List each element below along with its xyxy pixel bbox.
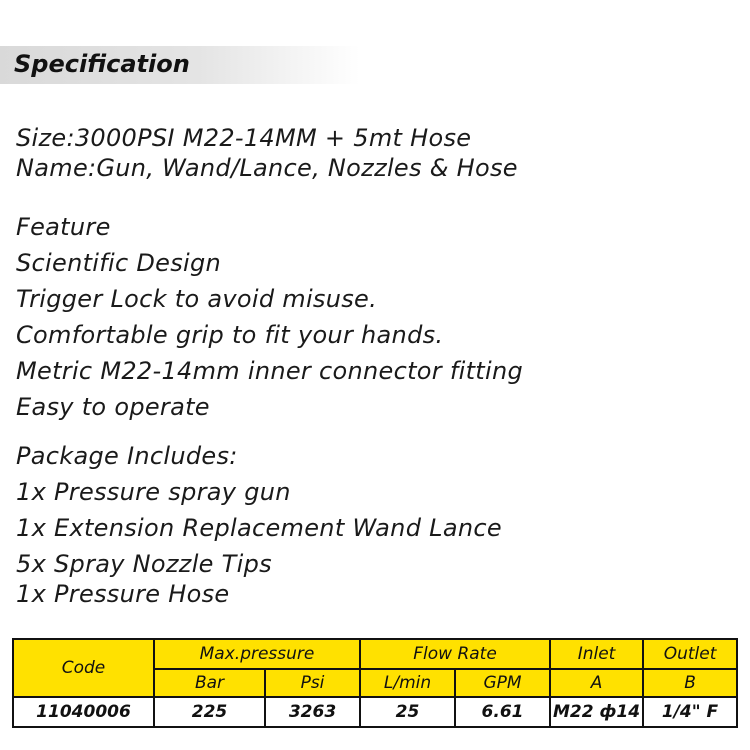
header-outlet: Outlet <box>643 639 737 669</box>
package-item: 1x Extension Replacement Wand Lance <box>16 514 502 542</box>
subheader-inlet: A <box>550 669 643 697</box>
cell-outlet: 1/4" F <box>643 697 737 727</box>
cell-inlet: M22 ф14 <box>550 697 643 727</box>
size-line: Size:3000PSI M22-14MM + 5mt Hose <box>16 124 472 152</box>
feature-item: Metric M22-14mm inner connector fitting <box>16 357 524 385</box>
table-row <box>13 697 737 727</box>
cell-code: 11040006 <box>13 697 154 727</box>
cell-bar: 225 <box>154 697 265 727</box>
feature-item: Trigger Lock to avoid misuse. <box>16 285 378 313</box>
package-item: 1x Pressure Hose <box>16 580 230 608</box>
subheader-gpm: GPM <box>455 669 550 697</box>
subheader-lmin: L/min <box>360 669 455 697</box>
feature-item: Easy to operate <box>16 393 210 421</box>
cell-gpm: 6.61 <box>455 697 550 727</box>
feature-item: Scientific Design <box>16 249 222 277</box>
header-max-pressure: Max.pressure <box>154 639 360 669</box>
feature-item: Comfortable grip to fit your hands. <box>16 321 444 349</box>
package-item: 5x Spray Nozzle Tips <box>16 550 272 578</box>
package-heading: Package Includes: <box>16 442 238 470</box>
header-flow-rate: Flow Rate <box>360 639 550 669</box>
spec-table <box>12 638 738 728</box>
subheader-outlet: B <box>643 669 737 697</box>
feature-heading: Feature <box>16 213 111 241</box>
cell-psi: 3263 <box>265 697 360 727</box>
package-item: 1x Pressure spray gun <box>16 478 291 506</box>
subheader-bar: Bar <box>154 669 265 697</box>
subheader-psi: Psi <box>265 669 360 697</box>
name-line: Name:Gun, Wand/Lance, Nozzles & Hose <box>16 154 518 182</box>
spec-title: Specification <box>14 50 190 78</box>
header-code: Code <box>13 639 154 697</box>
cell-lmin: 25 <box>360 697 455 727</box>
header-inlet: Inlet <box>550 639 643 669</box>
